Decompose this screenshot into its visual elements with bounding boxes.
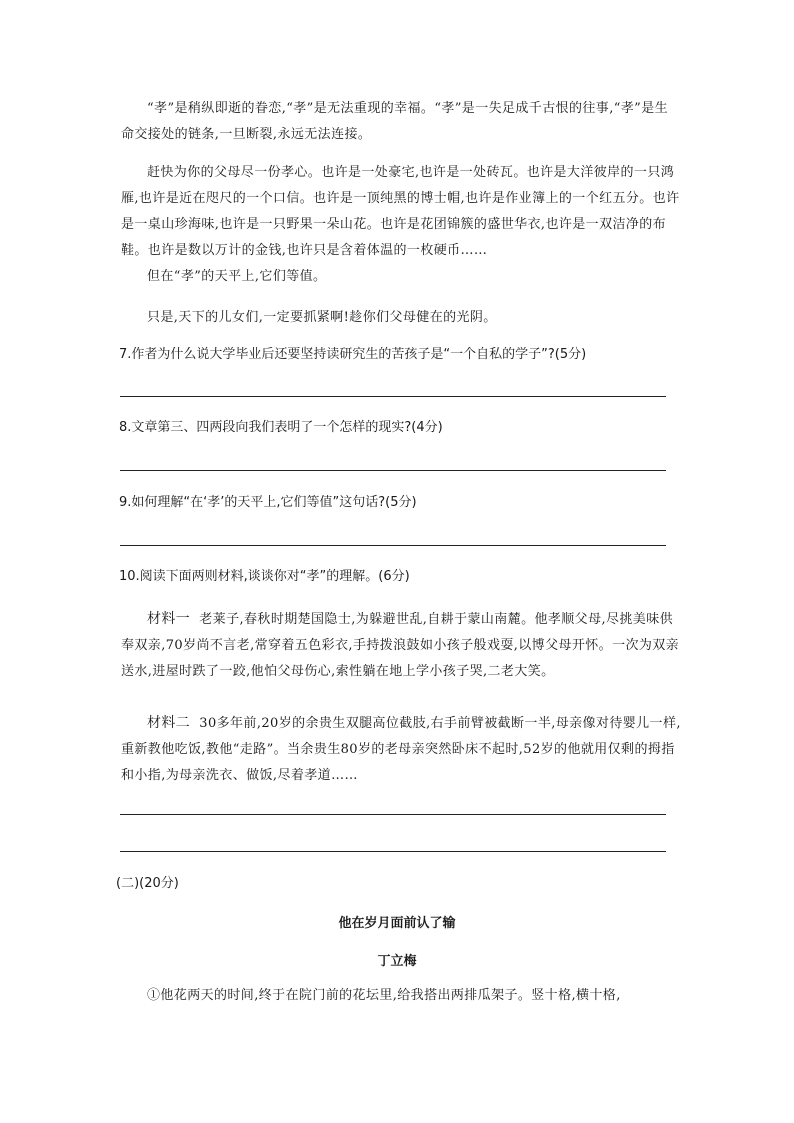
answer-line-q9[interactable] <box>120 545 666 546</box>
answer-line-q10-1[interactable] <box>120 814 666 815</box>
section-2-heading: (二)(20分) <box>116 876 179 891</box>
passage-paragraph-3: 但在“孝”的天平上,它们等值。 <box>147 269 327 284</box>
passage-paragraph-1: “孝”是稍纵即逝的眷恋,“孝”是无法重现的幸福。“孝”是一失足成千古恨的往事,“孝”是生命交接处的链条,一旦断裂,永远无法连接。 <box>121 101 669 142</box>
question-10: 10.阅读下面两则材料,谈谈你对“孝”的理解。(6分) <box>119 569 410 584</box>
material-2-label: 材料二 <box>147 715 191 731</box>
article-author: 丁立梅 <box>377 954 417 969</box>
material-2-text: 30多年前,20岁的余贵生双腿高位截肢,右手前臂被截断一半,母亲像对待婴儿一样,重新教他吃饭,教他“走路”。当余贵生80岁的老母亲突然卧床不起时,52岁的他就用仅剩的拇指和小指,为母亲洗衣、做饭,尽着孝道…… <box>121 716 681 783</box>
article-title: 他在岁月面前认了输 <box>338 916 456 931</box>
answer-line-q10-2[interactable] <box>120 851 666 852</box>
article-paragraph-1: ①他花两天的时间,终于在院门前的花坛里,给我搭出两排瓜架子。竖十格,横十格, <box>147 988 621 1003</box>
passage-paragraph-2: 赶快为你的父母尽一份孝心。也许是一处豪宅,也许是一处砖瓦。也许是大洋彼岸的一只鸿雁,也许是近在咫尺的一个口信。也许是一顶纯黑的博士帽,也许是作业簿上的一个红五分。也许是一桌山珍海味,也许是一只野果一朵山花。也许是花团锦簇的盛世华衣,也许是一双洁净的布鞋。也许是数以万计的金钱,也许只是含着体温的一枚硬币…… <box>121 165 680 258</box>
material-2 <box>121 710 681 789</box>
question-9: 9.如何理解“在‘孝’的天平上,它们等值”这句话?(5分) <box>119 495 417 510</box>
answer-line-q7[interactable] <box>120 396 666 397</box>
material-1 <box>121 606 681 685</box>
question-8: 8.文章第三、四两段向我们表明了一个怎样的现实?(4分) <box>119 420 443 435</box>
answer-line-q8[interactable] <box>120 470 666 471</box>
question-7: 7.作者为什么说大学毕业后还要坚持读研究生的苦孩子是“一个自私的学子”?(5分) <box>119 347 587 362</box>
material-1-label: 材料一 <box>147 611 191 627</box>
passage-paragraph-4: 只是,天下的儿女们,一定要抓紧啊!趁你们父母健在的光阴。 <box>147 310 497 325</box>
material-1-text: 老莱子,春秋时期楚国隐士,为躲避世乱,自耕于蒙山南麓。他孝顺父母,尽挑美味供奉双亲,70岁尚不言老,常穿着五色彩衣,手持拨浪鼓如小孩子般戏耍,以博父母开怀。一次为双亲送水,进屋时跌了一跤,他怕父母伤心,索性躺在地上学小孩子哭,二老大笑。 <box>121 612 680 679</box>
